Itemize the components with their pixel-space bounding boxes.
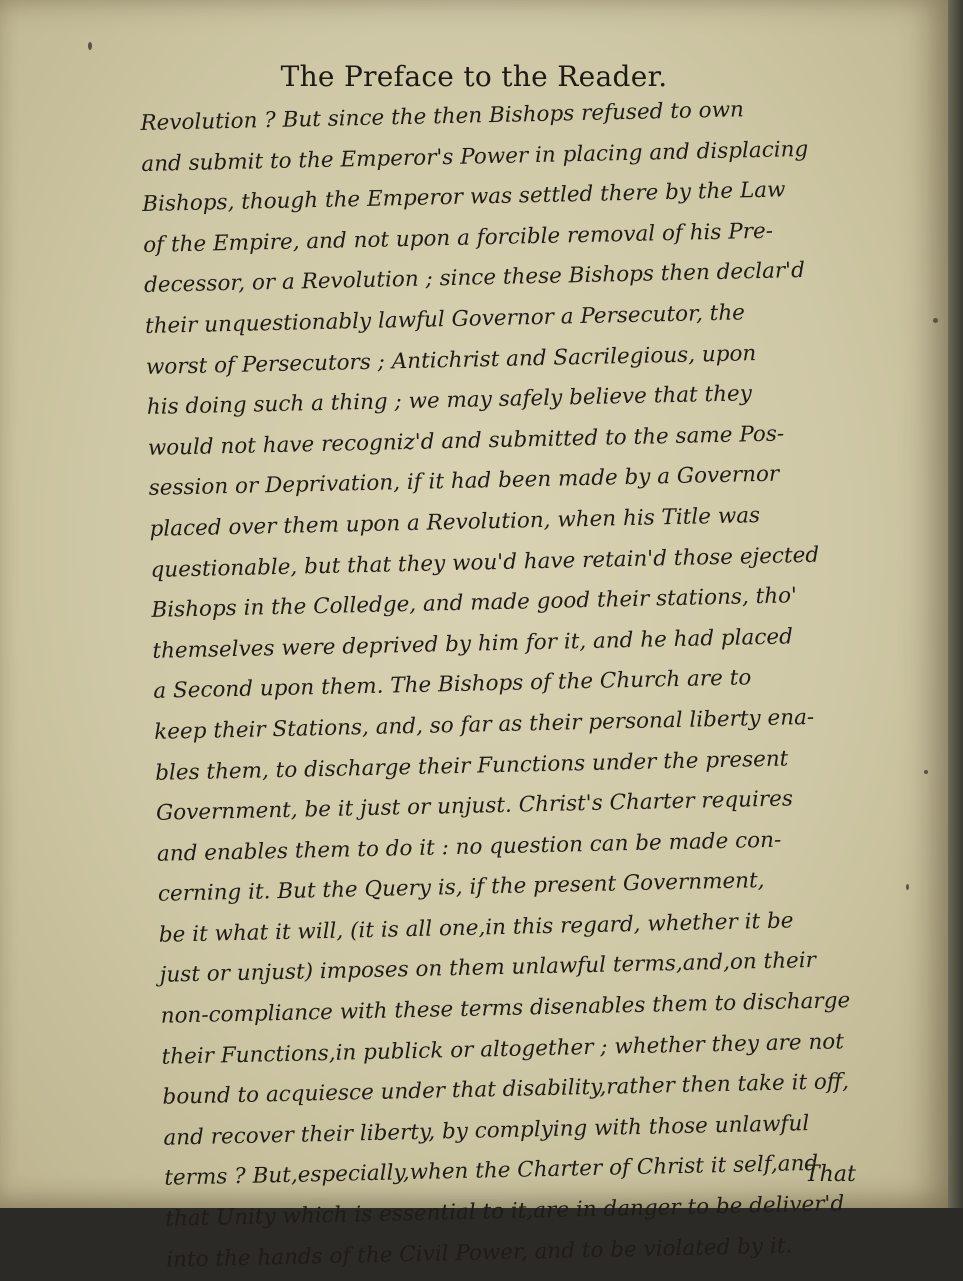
paper-speck xyxy=(906,884,909,890)
text-line: themselves were deprived by him for it, and he had placed xyxy=(152,624,794,664)
text-line: worst of Persecutors ; Antichrist and Sacrilegious, upon xyxy=(145,340,757,380)
text-line: of the Empire, and not upon a forcible removal of his Pre- xyxy=(142,218,774,258)
text-line: decessor, or a Revolution ; since these Bishops then declar'd xyxy=(143,258,806,299)
paper-speck xyxy=(924,770,928,774)
body-text xyxy=(140,88,887,1281)
text-line: their Functions,in publick or altogether ; whether they are not xyxy=(161,1028,845,1070)
text-line: his doing such a thing ; we may safely believe that they xyxy=(146,381,753,421)
running-title: The Preface to the Reader. xyxy=(280,60,668,93)
text-line: bound to acquiesce under that disability,rather then take it off, xyxy=(162,1069,850,1110)
text-line: would not have recogniz'd and submitted to the same Pos- xyxy=(147,421,785,461)
text-line: Revolution ? But since the then Bishops refused to own xyxy=(140,97,745,136)
page-gutter xyxy=(948,0,963,1208)
paper-speck xyxy=(88,42,92,50)
text-line: just or unjust) imposes on them unlawful terms,and,on their xyxy=(159,948,817,989)
text-line: be it what it will, (it is all one,in this regard, whether it be xyxy=(158,908,794,948)
text-line: and enables them to do it : no question can be made con- xyxy=(156,827,782,867)
text-line: Bishops, though the Emperor was settled there by the Law xyxy=(142,177,786,218)
text-line: their unquestionably lawful Governor a Persecutor, the xyxy=(144,300,746,339)
text-line: non-compliance with these terms disenables them to discharge xyxy=(160,988,851,1029)
text-line: and submit to the Emperor's Power in placing and displacing xyxy=(141,136,809,177)
text-line: into the hands of the Civil Power, and to be violated by it. xyxy=(165,1233,793,1273)
catchword: That xyxy=(805,1162,856,1187)
text-line: session or Deprivation, if it had been made by a Governor xyxy=(148,461,780,502)
text-line: and recover their liberty, by complying with those unlawful xyxy=(163,1110,810,1151)
text-line: cerning it. But the Query is, if the present Government, xyxy=(157,868,765,908)
text-line: bles them, to discharge their Functions under the present xyxy=(154,745,789,786)
text-line: a Second upon them. The Bishops of the Church are to xyxy=(153,665,752,705)
paper-speck xyxy=(933,318,938,323)
text-line: placed over them upon a Revolution, when his Title was xyxy=(149,502,761,542)
text-line: Government, be it just or unjust. Christ's Charter requires xyxy=(155,786,794,826)
text-line: questionable, but that they wou'd have retain'd those ejected xyxy=(150,542,820,583)
text-line: keep their Stations, and, so far as their personal liberty ena- xyxy=(153,704,815,745)
text-line: Bishops in the Colledge, and made good their stations, tho' xyxy=(151,583,798,623)
text-line: that Unity which is essential to it,are in danger to be deliver'd xyxy=(165,1191,845,1232)
text-line: terms ? But,especially,when the Charter of Christ it self,and xyxy=(164,1151,819,1192)
